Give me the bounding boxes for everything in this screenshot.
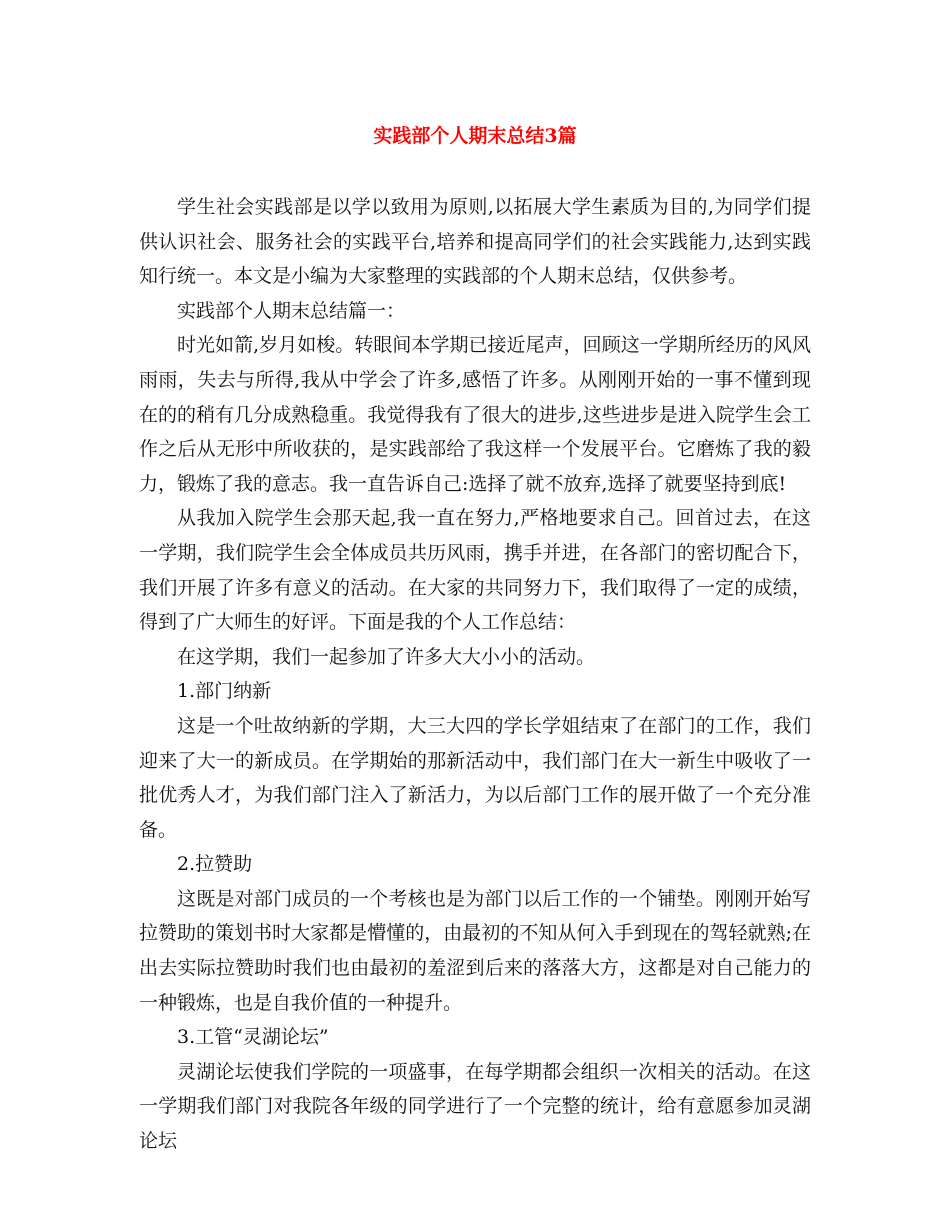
document-title: 实践部个人期末总结3篇	[373, 125, 577, 147]
paragraph: 这是一个吐故纳新的学期，大三大四的学长学姐结束了在部门的工作，我们迎来了大一的新成员。在学期始的那新活动中，我们部门在大一新生中吸收了一批优秀人才，为我们部门注入了新活力，为以后部门工作的展开做了一个充分准备。	[139, 714, 811, 841]
document-body	[139, 190, 811, 1159]
paragraph: 这既是对部门成员的一个考核也是为部门以后工作的一个铺垫。刚刚开始写拉赞助的策划书时大家都是懵懂的，由最初的不知从何入手到现在的驾轻就熟;在出去实际拉赞助时我们也由最初的羞涩到后来的落落大方，这都是对自己能力的一种锻炼，也是自我价值的一种提升。	[139, 887, 811, 1014]
paragraph-intro: 学生社会实践部是以学以致用为原则,以拓展大学生素质为目的,为同学们提供认识社会、服务社会的实践平台,培养和提高同学们的社会实践能力,达到实践知行统一。本文是小编为大家整理的实践部的个人期末总结，仅供参考。	[139, 196, 811, 288]
list-heading-3: 3.工管“灵湖论坛”	[177, 1026, 329, 1049]
paragraph-section-heading: 实践部个人期末总结篇一：	[177, 299, 406, 322]
paragraph: 灵湖论坛使我们学院的一项盛事，在每学期都会组织一次相关的活动。在这一学期我们部门对我院各年级的同学进行了一个完整的统计，给有意愿参加灵湖论坛	[139, 1060, 811, 1153]
paragraph: 在这学期，我们一起参加了许多大大小小的活动。	[177, 645, 596, 668]
paragraph: 时光如箭,岁月如梭。转眼间本学期已接近尾声，回顾这一学期所经历的风风雨雨，失去与所得,我从中学会了许多,感悟了许多。从刚刚开始的一事不懂到现在的的稍有几分成熟稳重。我觉得我有了很大的进步,这些进步是进入院学生会工作之后从无形中所收获的，是实践部给了我这样一个发展平台。它磨炼了我的毅力，锻炼了我的意志。我一直告诉自己:选择了就不放弃,选择了就要坚持到底!	[139, 334, 811, 495]
list-heading-1: 1.部门纳新	[177, 680, 272, 703]
list-heading-2: 2.拉赞助	[177, 853, 253, 876]
paragraph: 从我加入院学生会那天起,我一直在努力,严格地要求自己。回首过去，在这一学期，我们院学生会全体成员共历风雨，携手并进，在各部门的密切配合下，我们开展了许多有意义的活动。在大家的共同努力下，我们取得了一定的成绩，得到了广大师生的好评。下面是我的个人工作总结：	[139, 507, 811, 634]
